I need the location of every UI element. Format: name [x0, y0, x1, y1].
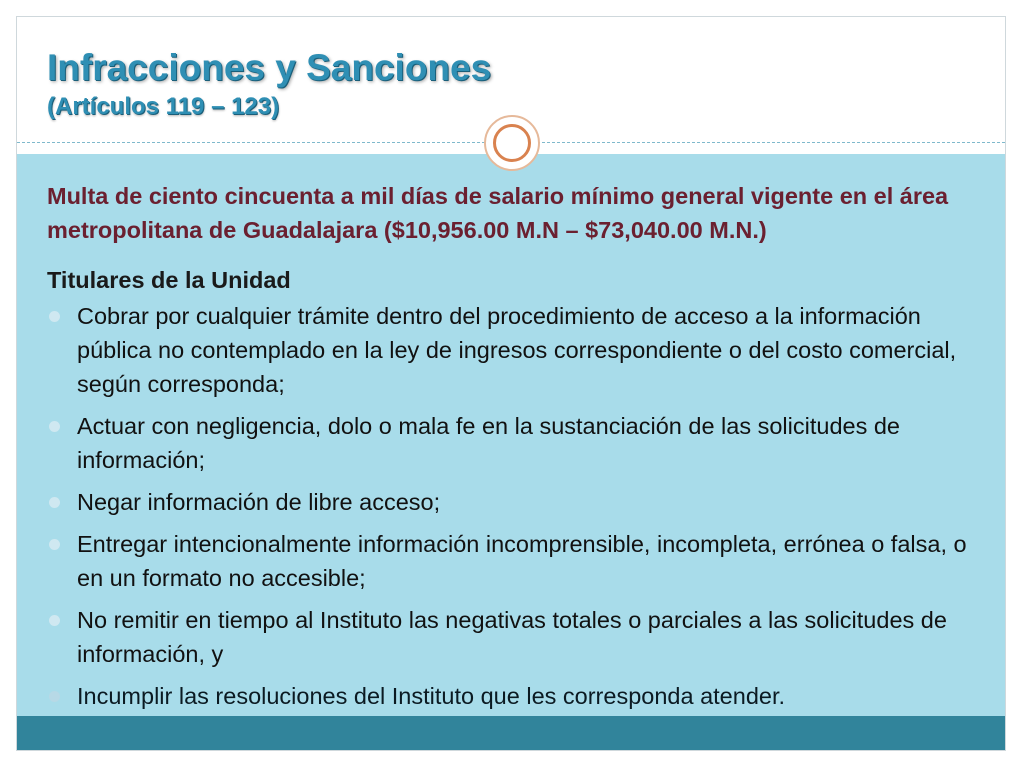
list-item-text: No remitir en tiempo al Instituto las negativas totales o parciales a las solicitudes de información, y [77, 607, 947, 667]
fine-description: Multa de ciento cincuenta a mil días de salario mínimo general vigente en el área metropolitana de Guadalajara ($10,956.00 M.N – $73,040.00 M.N.) [47, 183, 949, 243]
bullet-icon [49, 421, 60, 432]
slide-content [47, 179, 977, 721]
bullet-icon [49, 497, 60, 508]
circle-ornament-icon [484, 115, 540, 171]
list-item [47, 485, 977, 519]
list-item-text: Cobrar por cualquier trámite dentro del procedimiento de acceso a la información pública no contemplado en la ley de ingresos correspondiente o del costo comercial, según corresponda; [77, 303, 957, 397]
list-item-text: Entregar intencionalmente información incomprensible, incompleta, errónea o falsa, o en un formato no accesible; [77, 531, 967, 591]
list-item [47, 603, 977, 671]
bullet-list [47, 299, 977, 713]
bullet-icon [49, 691, 60, 702]
section-heading: Titulares de la Unidad [47, 267, 291, 293]
list-item-text: Negar información de libre acceso; [77, 489, 441, 515]
list-item-text: Actuar con negligencia, dolo o mala fe en la sustanciación de las solicitudes de información; [77, 413, 901, 473]
slide-title: Infracciones y Sanciones [47, 47, 492, 88]
list-item [47, 679, 977, 713]
list-item [47, 527, 977, 595]
bullet-icon [49, 311, 60, 322]
list-item-text: Incumplir las resoluciones del Instituto que les corresponda atender. [77, 683, 786, 709]
list-item [47, 409, 977, 477]
list-item [47, 299, 977, 401]
bullet-icon [49, 539, 60, 550]
bottom-bar [17, 716, 1005, 751]
bullet-icon [49, 615, 60, 626]
slide-frame [16, 16, 1006, 751]
slide-subtitle: (Artículos 119 – 123) [47, 93, 280, 120]
